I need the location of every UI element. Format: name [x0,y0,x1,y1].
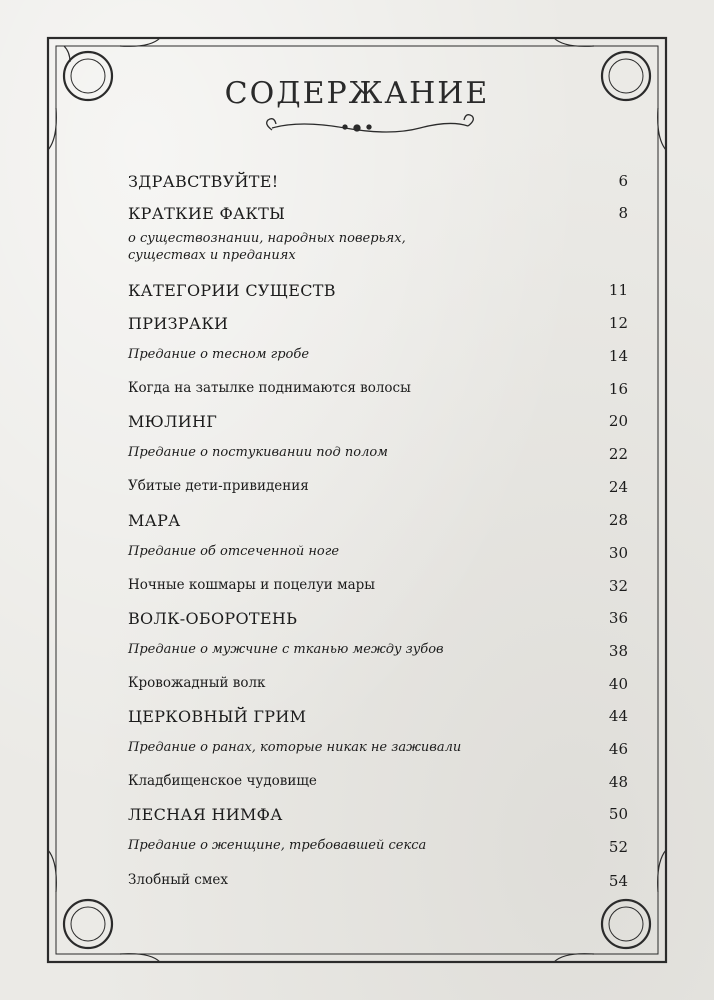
toc-page-number: 16 [608,380,628,398]
toc-page-number: 54 [608,872,628,890]
toc-entry[interactable] [128,412,628,442]
toc-entry[interactable] [128,642,628,672]
toc-page-number: 48 [608,773,628,791]
toc-entry[interactable] [128,740,628,770]
toc-entry-title: МЮЛИНГ [128,412,218,431]
toc-entry[interactable] [128,838,628,868]
page-title: СОДЕРЖАНИЕ [224,76,490,111]
toc-entry[interactable] [128,478,628,508]
toc-page-number: 6 [618,172,628,190]
toc-page-number: 40 [608,675,628,693]
toc-page-number: 11 [608,281,628,299]
toc-entry[interactable] [128,773,628,803]
toc-page-number: 28 [608,511,628,529]
toc-entry-title: ЛЕСНАЯ НИМФА [128,805,283,824]
toc-entry-title: Злобный смех [128,872,228,888]
toc-page-number: 36 [608,609,628,627]
toc-entry[interactable] [128,511,628,541]
toc-entry[interactable] [128,172,628,202]
toc-page-number: 44 [608,707,628,725]
toc-entry-title: Ночные кошмары и поцелуи мары [128,577,376,593]
toc-entry[interactable] [128,707,628,737]
toc-entry-title: Предание о ранах, которые никак не заживали [128,740,462,755]
toc-entry-title: КРАТКИЕ ФАКТЫ [128,204,286,223]
toc-page-number: 22 [608,445,628,463]
title-flourish-icon [267,115,474,132]
toc-entry-title: Предание о тесном гробе [128,347,310,362]
toc-page-number: 38 [608,642,628,660]
toc-page-number: 24 [608,478,628,496]
toc-page-number: 32 [608,577,628,595]
toc-entry-title: ПРИЗРАКИ [128,314,229,333]
toc-entry-subtitle: о существознании, народных поверьях, существах и преданиях [128,231,406,263]
toc-entry[interactable] [128,445,628,475]
toc-entry[interactable] [128,380,628,410]
toc-entry[interactable] [128,577,628,607]
toc-entry-title: МАРА [128,511,181,530]
toc-entry-title: Кладбищенское чудовище [128,773,317,789]
toc-entry-title: Предание о мужчине с тканью между зубов [128,642,444,657]
toc-entry-title: Когда на затылке поднимаются волосы [128,380,411,396]
toc-entry[interactable] [128,609,628,639]
toc-page-number: 8 [618,204,628,222]
toc-entry[interactable] [128,314,628,344]
toc-entry[interactable] [128,281,628,311]
toc-page-number: 50 [608,805,628,823]
toc-entry[interactable] [128,347,628,377]
toc-entry-title: Предание о постукивании под полом [128,445,388,460]
toc-entry[interactable] [128,872,628,902]
toc-page-number: 46 [608,740,628,758]
toc-page-number: 12 [608,314,628,332]
toc-entry-title: ЗДРАВСТВУЙТЕ! [128,172,279,191]
toc-entry-title: Предание об отсеченной ноге [128,544,340,559]
toc-entry-title: ВОЛК-ОБОРОТЕНЬ [128,609,298,628]
toc-entry-title: Убитые дети-привидения [128,478,309,494]
toc-page-number: 30 [608,544,628,562]
toc-page-number: 14 [608,347,628,365]
toc-entry[interactable] [128,805,628,835]
toc-entry-title: ЦЕРКОВНЫЙ ГРИМ [128,707,307,726]
toc-entry[interactable] [128,544,628,574]
toc-entry-title: КАТЕГОРИИ СУЩЕСТВ [128,281,336,300]
toc-entry-title: Кровожадный волк [128,675,266,691]
toc-page-number: 52 [608,838,628,856]
toc-page-number: 20 [608,412,628,430]
toc-entry[interactable] [128,675,628,705]
toc-entry-title: Предание о женщине, требовавшей секса [128,838,427,853]
